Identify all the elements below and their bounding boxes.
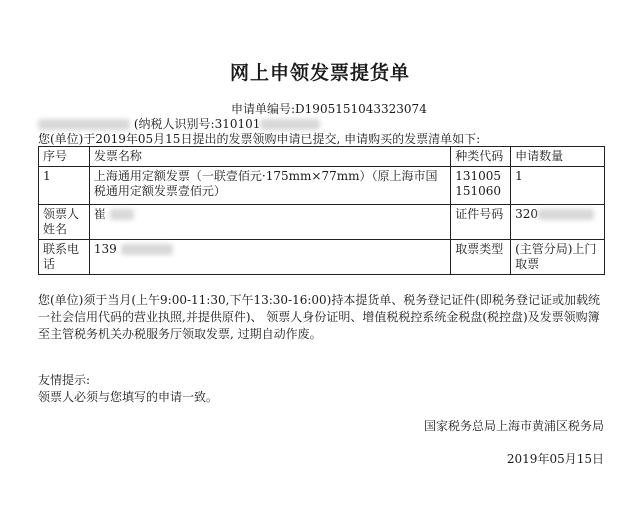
header-invoice-name: 发票名称 [89,147,450,167]
redacted-phone [121,244,173,255]
receiver-name-label: 领票人姓名 [39,205,90,240]
invoice-table [38,146,605,275]
redacted-taxpayer-id [260,119,320,130]
phone-cell [89,240,450,275]
document-title: 网上申领发票提货单 [229,62,410,84]
intro-text: 您(单位)于2019年05月15日提出的发票领购申请已提交, 申请购买的发票清单如下: [38,132,481,146]
cert-no-value: 320 [515,207,538,221]
receiver-name-cell [89,205,450,240]
table-header-row [39,147,605,167]
row-invoice-name: 上海通用定额发票（一联壹佰元·175mm×77mm）（原上海市国税通用定额发票壹佰元） [89,167,450,205]
row-quantity: 1 [511,167,605,205]
issue-date: 2019年05月15日 [506,452,604,466]
cert-no-cell [511,205,605,240]
receiver-row [39,205,605,240]
tip-heading: 友情提示: [38,373,91,387]
header-seq: 序号 [39,147,90,167]
taxpayer-id-value: 310101 [214,117,261,131]
row-type-code: 131005151060 [451,167,511,205]
redacted-cert-no [538,209,594,220]
header-type-code: 种类代码 [451,147,511,167]
pickup-notice: 您(单位)须于当月(上午9:00-11:30,下午13:30-16:00)持本提货单、税务登记证件(即税务登记证或加载统一社会信用代码的营业执照,并提供原件)、 领票人身份证明、增值税税控系统金税盘(税控盘)及发票领购簿至主管税务机关办税服务厅领取发票, 过期自动作废。 [38,293,601,341]
tip-text: 领票人必须与您填写的申请一致。 [38,390,219,404]
cert-no-label: 证件号码 [451,205,511,240]
phone-label: 联系电话 [39,240,90,275]
friendly-tip [38,372,218,406]
redacted-company-name [38,119,130,130]
row-seq: 1 [39,167,90,205]
receiver-name-value: 崔 [93,207,106,221]
phone-value: 139 [93,242,117,256]
phone-row [39,240,605,275]
table-row [39,167,605,205]
pickup-type-label: 取票类型 [451,240,511,275]
redacted-receiver-name [110,209,134,220]
application-number-value: D1905151043323074 [295,102,427,116]
application-number-label: 申请单编号: [231,102,296,116]
issuing-office: 国家税务总局上海市黄浦区税务局 [423,419,604,433]
pickup-type-value: (主管分局)上门取票 [511,240,605,275]
taxpayer-id-label: (纳税人识别号: [133,117,215,131]
header-quantity: 申请数量 [511,147,605,167]
